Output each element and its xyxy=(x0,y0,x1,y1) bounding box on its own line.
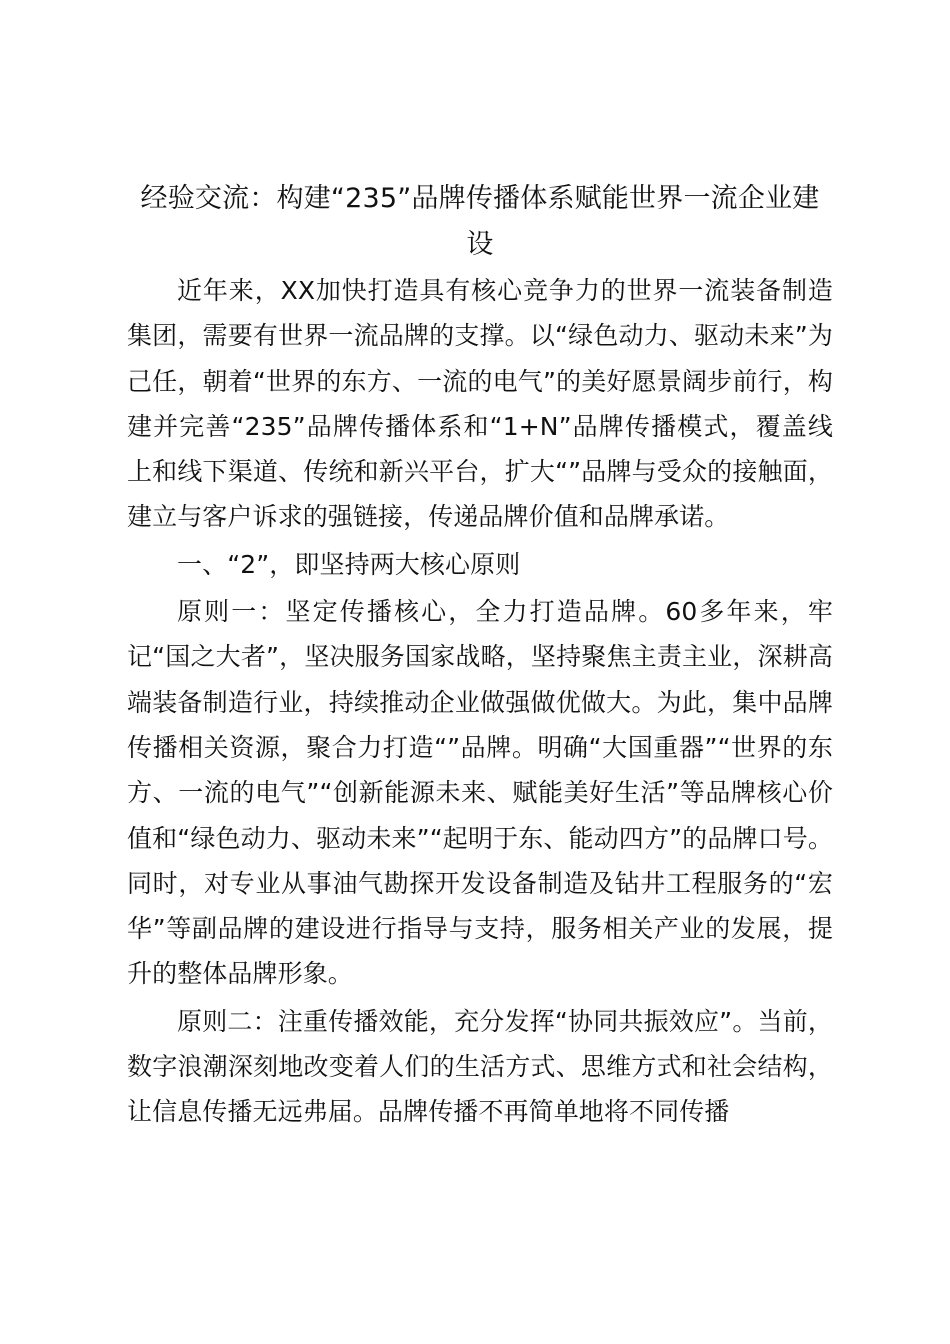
section-heading: 一、“2”，即坚持两大核心原则 xyxy=(177,549,521,579)
principle-one-paragraph: 原则一：坚定传播核心，全力打造品牌。60多年来，牢记“国之大者”，坚决服务国家战略，坚持聚焦主责主业，深耕高端装备制造行业，持续推动企业做强做优做大。为此，集中品牌传播相关资源，聚合力打造“”品牌。明确“大国重器”“世界的东方、一流的电气”“创新能源未来、赋能美好生活”等品牌核心价值和“绿色动力、驱动未来”“起明于东、能动四方”的品牌口号。同时，对专业从事油气勘探开发设备制造及钻井工程服务的“宏华”等副品牌的建设进行指导与支持，服务相关产业的发展，提升的整体品牌形象。 xyxy=(127,597,833,989)
document-body xyxy=(127,176,833,1135)
principle-two-paragraph: 原则二：注重传播效能，充分发挥“协同共振效应”。当前，数字浪潮深刻地改变着人们的生活方式、思维方式和社会结构，让信息传播无远弗届。品牌传播不再简单地将不同传播 xyxy=(127,1006,833,1127)
intro-paragraph: 近年来，XX加快打造具有核心竞争力的世界一流装备制造集团，需要有世界一流品牌的支撑。以“绿色动力、驱动未来”为己任，朝着“世界的东方、一流的电气”的美好愿景阔步前行，构建并完善“235”品牌传播体系和“1+N”品牌传播模式，覆盖线上和线下渠道、传统和新兴平台，扩大“”品牌与受众的接触面，建立与客户诉求的强链接，传递品牌价值和品牌承诺。 xyxy=(127,276,833,532)
document-title: 经验交流：构建“235”品牌传播体系赋能世界一流企业建设 xyxy=(140,183,820,260)
